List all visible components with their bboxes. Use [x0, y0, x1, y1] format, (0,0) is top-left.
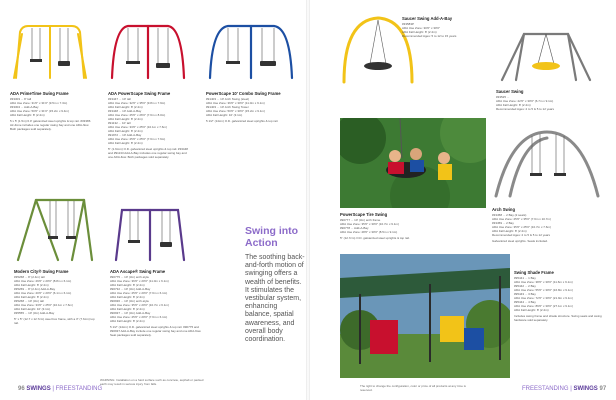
spec-line: #95442 ... 2 Bay	[514, 284, 536, 288]
tire-swing-photo-illustration	[340, 118, 486, 208]
section-label: SWINGS	[573, 386, 598, 392]
spec-line: ADA Use Zone: 25'0" x 25'0" (7.6m x 7.6m)	[108, 137, 166, 141]
product-title: PowerScape Tire Swing	[340, 212, 388, 217]
spec-line: ADA Use Zone: 32'0" x 35'0" (9.8m x 7.9m)	[108, 101, 166, 105]
subsection-label: FREESTANDING	[522, 386, 569, 392]
feature-body: The soothing back-and-forth motion of swinging offers a wealth of benefits. It stimulates the vestibular system, enhancing balance, spatial awareness, and overall body coordination.	[245, 254, 305, 344]
product-title: Saucer Swing	[496, 89, 524, 94]
spec-line: #35555 ... 10' (3m) Add-A-Bay	[14, 311, 55, 315]
spec-line: ADA Use Zone: 30'0" x 30'0"	[402, 26, 440, 30]
ada-prime-frame-image	[10, 22, 90, 80]
spec-line: #33447 ... 10' tall	[108, 97, 131, 101]
page-gutter	[306, 0, 310, 400]
swing-shade-photo	[340, 254, 510, 378]
powerscape-combo-frame-image	[206, 22, 296, 80]
spec-line: ADA Use Zone: 50'0" x 31'0" (15.2m x 9.4m)	[10, 109, 69, 113]
arch-swing	[492, 128, 608, 243]
spec-line: ADA Use Zone: 36'0" x 30'0" (11.0m x 9.1m)	[206, 101, 265, 105]
spec-line: ADA Fall Height: 10' (3.1m)	[206, 113, 243, 117]
product-title: ADA PrimeTime Swing Frame	[10, 91, 69, 96]
powerscape-tire-swing	[340, 212, 480, 240]
spec-line: ADA Fall Height: 8' (2.4m)	[496, 103, 531, 107]
spec-line: ADA Use Zone: 89'0" x 30'0" (27.1m x 9.1m)	[514, 304, 573, 308]
spec-line: ADA Use Zone: 33'0" x 25'0" (10.1m x 7.6m)	[14, 303, 73, 307]
spec-line: ADA Use Zone: 55'0" x 30'0" (16.8m x 9.1m)	[514, 288, 573, 292]
modern-city-frame-image	[14, 196, 94, 262]
saucer-swing	[496, 30, 608, 111]
spec-line: ADA Use Zone: 72'0" x 30'0" (21.9m x 9.1m)	[514, 296, 573, 300]
swing-shade-photo-illustration	[340, 254, 510, 378]
spec-line: Recommended Ages: 2 to 5 & 5 to 12 years	[496, 107, 555, 111]
spec-line: ADA Use Zone: 35'0" x 25'0" (10.7m x 7.6m)	[492, 225, 551, 229]
spec-line: ADA Use Zone: 20'0" x 20'0" (6.1m x 6.1m)	[14, 291, 72, 295]
spec-line: ADA Use Zone: 25'0" x 26'0" (7.6m x 8.0m)	[108, 113, 166, 117]
spec-line: ADA Fall Height: 8' (2.4m)	[110, 307, 145, 311]
spec-line: #91403 ... 10' Arch Swing Tower	[206, 105, 249, 109]
spec-line: #33525 ...	[496, 95, 510, 99]
spec-line: #90778 ... Add-A-Bay	[340, 226, 369, 230]
product-title: ADA PowerScape Swing Frame	[108, 91, 171, 96]
powerscape-combo-swing-frame	[206, 22, 296, 123]
product-title: Swing Shade Frame	[514, 270, 554, 275]
swing-shade-frame	[514, 270, 608, 322]
spec-line: #33304 ... Add-A-Bay	[10, 105, 39, 109]
product-title: Saucer Swing Add-A-Bay	[402, 16, 453, 21]
spec-line: ADA Fall Height: 10' (3.1m)	[14, 307, 51, 311]
spec-line: ADA Use Zone: 25'0" x 20'0" (7.6m x 6.1m)	[110, 315, 168, 319]
product-note: 5 x 5' (1.5m) 6.0' galvanized steel uprights & top rail. #33386 Air-Zone includes one regular swing bay and one ADA-flow. Both packages sold separately.	[10, 119, 91, 131]
spec-line: #90937 ... 10' (3m) Add-A-Bay	[110, 311, 151, 315]
spec-line: ADA Fall Height: 8' (2.4m)	[110, 319, 145, 323]
spec-line: ADA Use Zone: 25'0" x 20'0" (7.6m x 6.1m)	[110, 291, 168, 295]
saucer-swing-image	[496, 30, 596, 82]
product-title: Arch Swing	[492, 207, 516, 212]
spec-line: ADA Use Zone: 28'0" x 30'0" (8.5m x 9.1m)	[340, 230, 398, 234]
spec-line: ADA Use Zone: 38'0" x 30'0" (11.6m x 9.1m)	[514, 280, 573, 284]
product-note: Galvanized steel uprights. Seats included.	[492, 239, 548, 243]
spec-line: #33458 ... 2 Bay (2 seats)	[492, 213, 527, 217]
spec-line: ADA Fall Height: 8' (2.4m)	[108, 129, 143, 133]
spec-line: ADA Use Zone: 25'0" x 35'0" (7.6m x 10.7m)	[492, 217, 551, 221]
spec-line: ADA Use Zone: 33'0" x 25'0" (10.1m x 7.6m)	[108, 125, 167, 129]
spec-line: ADA Fall Height: 8' (2.4m)	[492, 229, 527, 233]
spec-line: ADA Use Zone: 35'0" x 30'0" (10.7m x 9.1m)	[340, 222, 399, 226]
right-footer: FREESTANDING | SWINGS 97	[522, 386, 607, 392]
spec-line: ADA Fall Height: 8' (2.4m)	[402, 30, 437, 34]
spec-line: ADA Use Zone: 50'0" x 30'0" (15.2m x 9.1m)	[206, 109, 265, 113]
page-number: 96	[18, 386, 25, 392]
spec-line: #33448 ... 10' Add-A-Bay	[108, 109, 142, 113]
ada-ascape-frame-image	[110, 206, 190, 262]
product-note: 5" (1.6mm) O.D. galvanized steel uprights & top rail. #33448 and #91133 Add-A-Bay includes one regular swing bay and one ADA-flow. Both packages sold separately.	[108, 147, 188, 159]
spec-line: ADA Use Zone: 29'0" x 20'0" (8.8m x 6.1m)	[14, 279, 72, 283]
product-title: Modern City® Swing Frame	[14, 269, 69, 274]
spec-line: #35268 ... 8' (2.4m) tall	[14, 275, 45, 279]
product-note: 5" x 5" (12.7 x 12.7cm) steel box frame, with a 3" (7.6cm) top rail.	[14, 317, 95, 325]
product-note: 5 1/2" (14cm) O.D. galvanized steel uprights & top rail. #90775 and #90937 Add-A-Bay include one regular swing bay and one ADA-flow. Seat packages sold separately.	[110, 325, 202, 337]
product-title: PowerScape 10' Combo Swing Frame	[206, 91, 281, 96]
spec-line: #95444 ... 4 Bay	[514, 300, 536, 304]
spec-line: #33303 ... 8' tall	[10, 97, 32, 101]
spec-line: ADA Use Zone: 36'0" x 20'0" (11.0m x 6.1m)	[110, 279, 169, 283]
spec-line: #35269 ... 8' (2.4m) Add-A-Bay	[14, 287, 56, 291]
spec-line: ADA Fall Height: 8' (2.4m)	[514, 308, 549, 312]
spec-line: ADA Fall Height: 8' (2.4m)	[110, 283, 145, 287]
tire-swing-photo	[340, 118, 486, 208]
left-footer: 96 SWINGS | FREESTANDING	[18, 386, 103, 392]
spec-line: #35268 ... 10' (3m) tall	[14, 299, 44, 303]
spec-line: #90777 ... 10' (3m) arch frame	[340, 218, 381, 222]
spec-line: #95443 ... 3 Bay	[514, 292, 536, 296]
spec-line: #91132 ... 10' tall	[108, 121, 131, 125]
feature-title: Swing into Action	[245, 225, 299, 249]
spec-line: #90732 ... 10' (3m) Add-A-Bay	[110, 287, 151, 291]
ada-prime-swing-frame	[10, 22, 90, 131]
spec-line: Recommended Ages: 5 to 12 to 15 years	[402, 34, 457, 38]
spec-line: Recommended Ages: 2 to 5 & 5 to 12 years	[492, 233, 551, 237]
spec-line: #90936 ... 10' (3m) arch-style	[110, 299, 149, 303]
spec-line: #33459 ... 2 Bay	[492, 221, 514, 225]
spec-line: ADA Fall Height: 8' (2.4m)	[108, 141, 143, 145]
spec-line: ADA Use Zone: 35'0" x 20'0" (10.7m x 6.1m)	[110, 303, 169, 307]
modern-city-swing-frame	[14, 196, 98, 325]
page-number: 97	[599, 386, 607, 392]
spec-line: ADA Fall Height: 8' (2.4m)	[108, 105, 143, 109]
spec-line: #91972 ... 10' Add-A-Bay	[108, 133, 142, 137]
spec-line: ADA Fall Height: 8' (2.4m)	[10, 113, 45, 117]
spec-line: #90775 ... 10' (3m) arch-style	[110, 275, 149, 279]
spec-line: #95441 ... 1 Bay	[514, 276, 536, 280]
warning-note: WARNING: Installation on a hard surface such as concrete, asphalt or packed earth may result in serious injury from falls.	[100, 378, 204, 386]
product-note: Includes swing frame and shade structure. Swing seats and swing hardware sold separately.	[514, 314, 602, 322]
ada-powerscape-frame-image	[108, 22, 188, 80]
section-label: SWINGS	[26, 386, 51, 392]
spec-line: ADA Fall Height: 8' (2.4m)	[14, 295, 49, 299]
ada-ascape-swing-frame	[110, 206, 206, 337]
product-note: 5" (12.7cm) O.D. galvanized steel uprights & top rail.	[340, 236, 410, 240]
spec-line: ADA Fall Height: 8' (2.4m)	[110, 295, 145, 299]
spec-line: ADA Use Zone: 31'0" x 31'0" (9.5m x 7.3m)	[10, 101, 68, 105]
ada-powerscape-swing-frame	[108, 22, 188, 159]
spec-line: ADA Fall Height: 8' (2.4m)	[108, 117, 143, 121]
spec-line: ADA Fall Height: 8' (2.4m)	[14, 283, 49, 287]
product-title: ADA Ascape® Swing Frame	[110, 269, 166, 274]
product-note: 5 1/2" (14cm) O.D. galvanized steel uprights & top rail.	[206, 119, 279, 123]
rights-note: The right to change the configuration, color or price of all products at any time is reserved.	[360, 384, 466, 392]
spec-line: ADA Use Zone: 22'0" x 30'0" (6.7m x 9.1m)	[496, 99, 554, 103]
arch-swing-image	[492, 128, 602, 198]
spec-line: #91403 ... 10' Arch Swing (steel)	[206, 97, 250, 101]
spec-line: #33583P	[402, 22, 415, 26]
subsection-label: FREESTANDING	[55, 386, 103, 392]
